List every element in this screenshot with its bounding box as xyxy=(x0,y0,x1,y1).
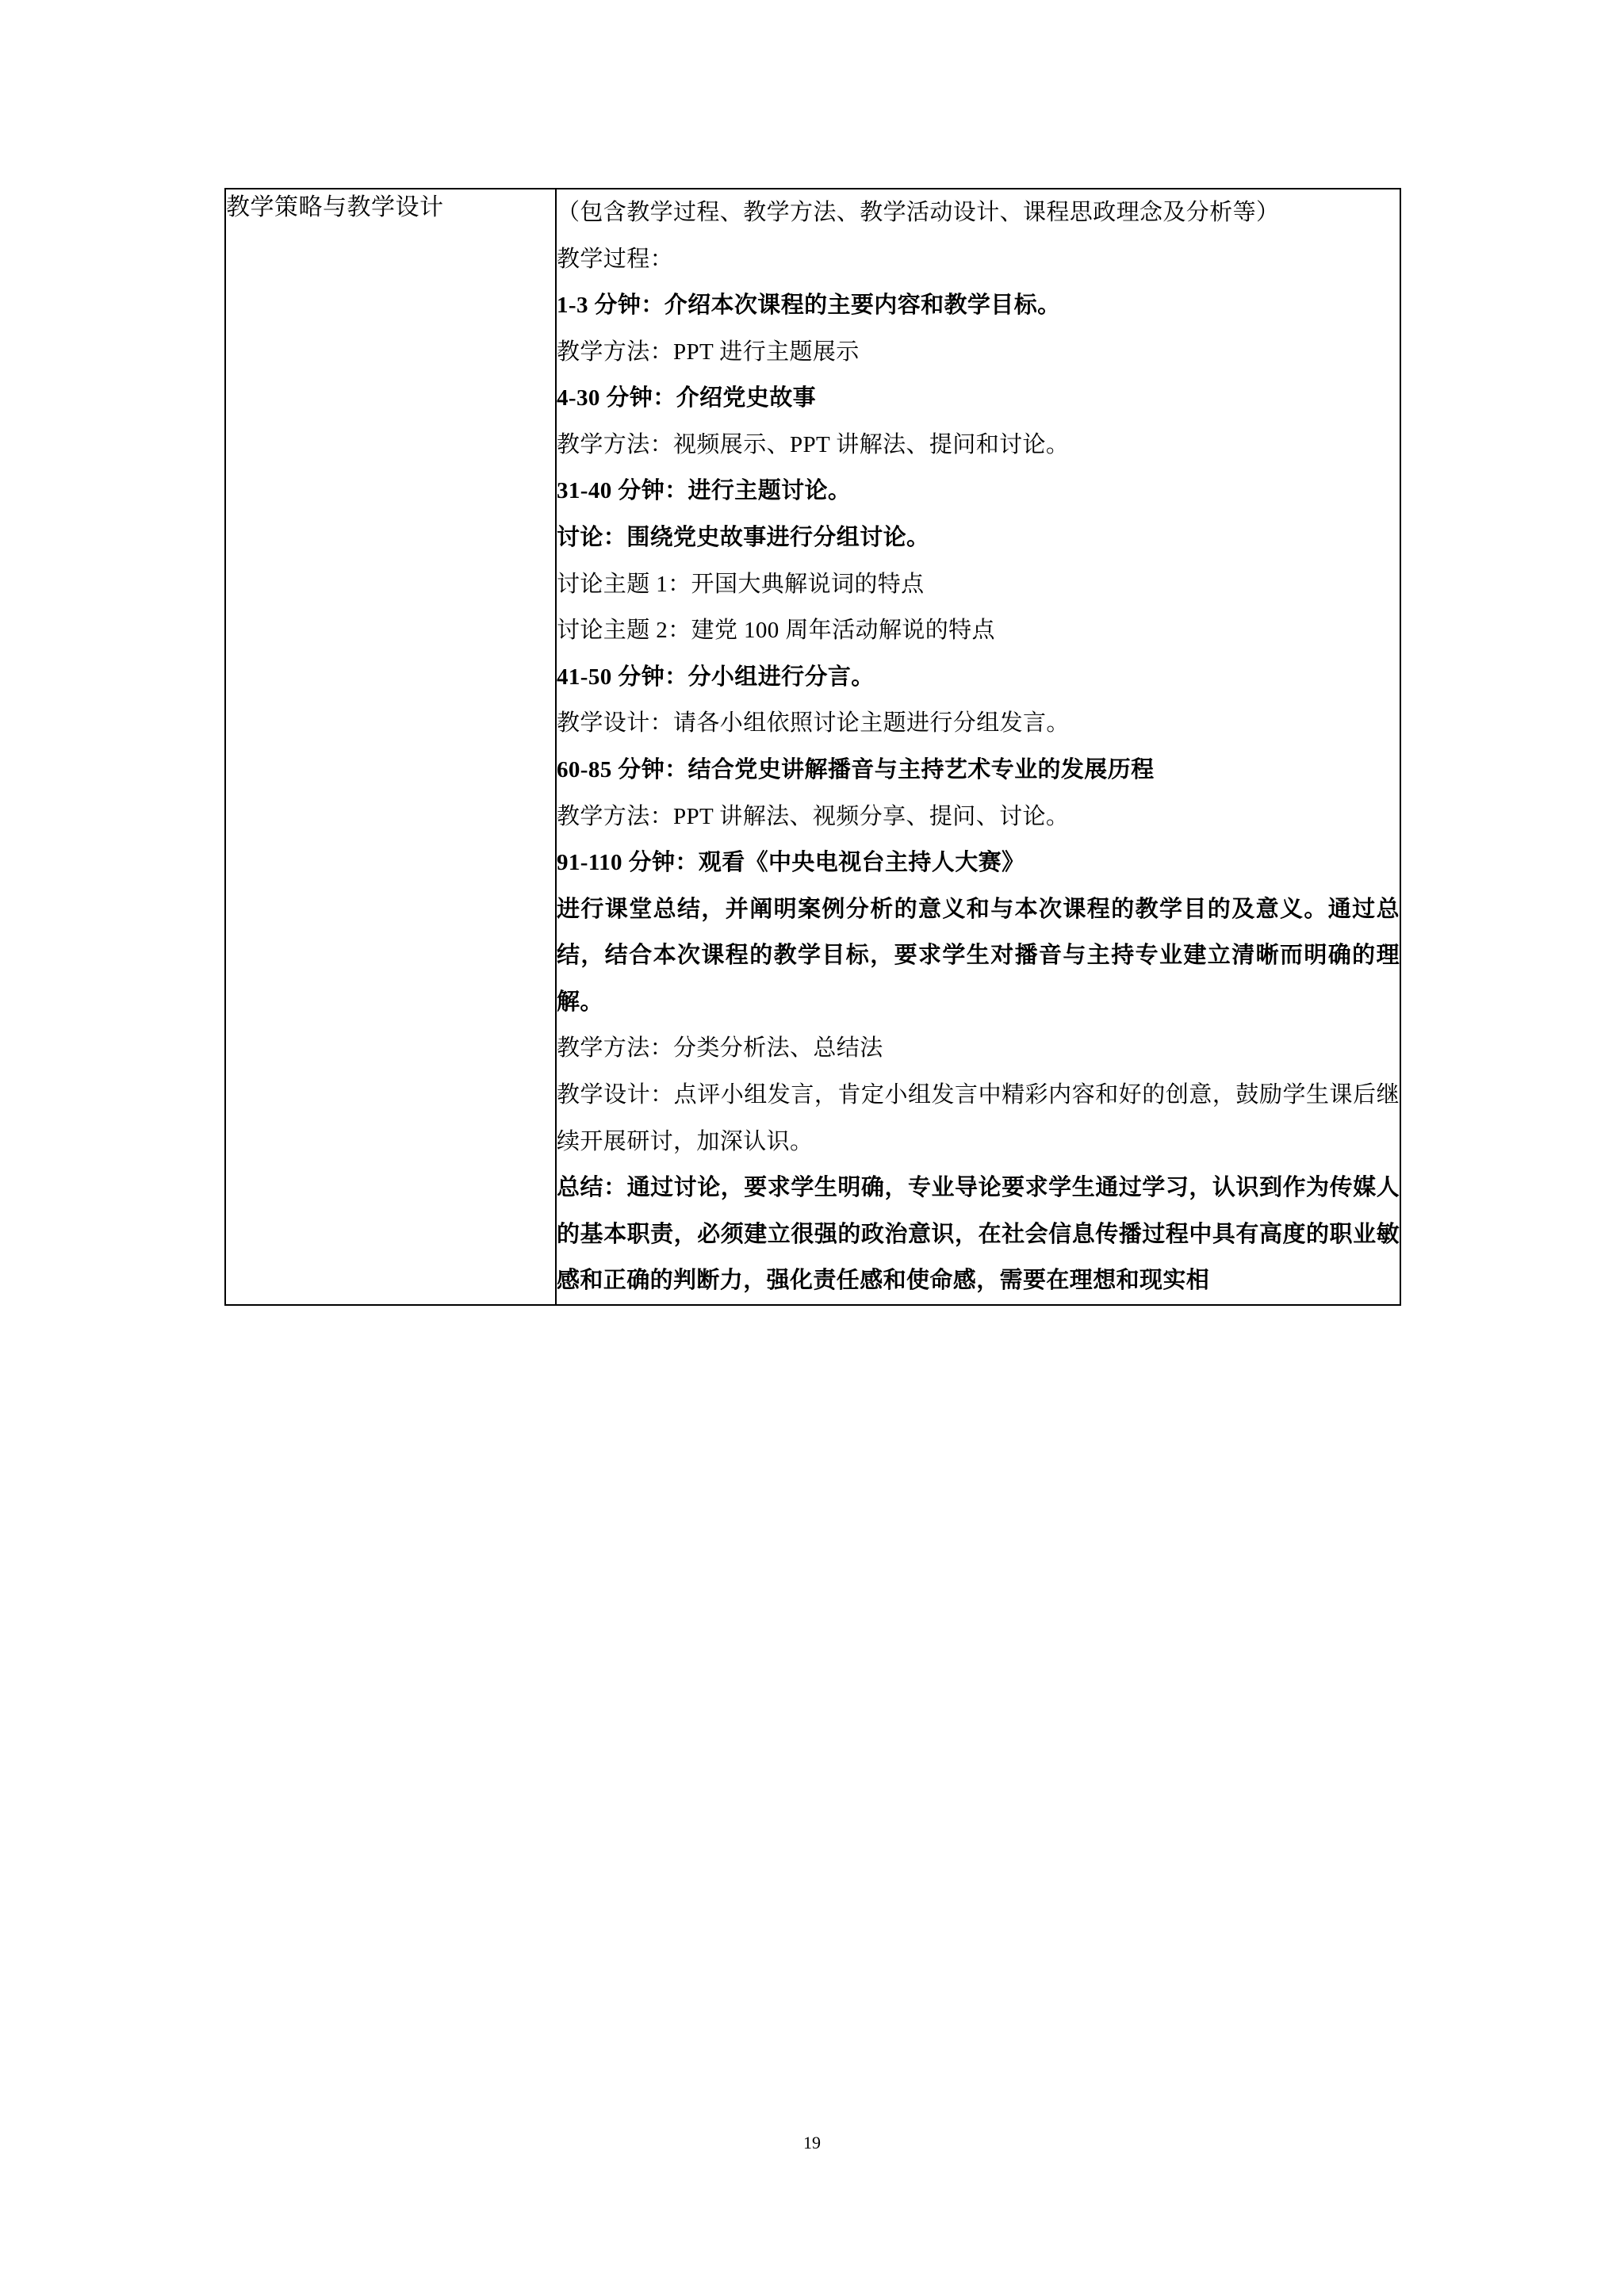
content-paragraph-14: 91-110 分钟：观看《中央电视台主持人大赛》 xyxy=(557,850,1025,876)
teaching-strategy-table xyxy=(224,188,1401,1306)
content-paragraph-0: （包含教学过程、教学方法、教学活动设计、课程思政理念及分析等） xyxy=(557,200,1280,225)
row-label-text: 教学策略与教学设计 xyxy=(226,194,444,220)
content-paragraph-16: 教学方法：分类分析法、总结法 xyxy=(557,1035,883,1062)
content-paragraph-12: 60-85 分钟：结合党史讲解播音与主持艺术专业的发展历程 xyxy=(557,756,1155,783)
content-paragraph-9: 讨论主题 2：建党 100 周年活动解说的特点 xyxy=(557,618,995,644)
content-paragraph-15: 进行课堂总结，并阐明案例分析的意义和与本次课程的教学目的及意义。通过总结，结合本次课程的教学目标，要求学生对播音与主持专业建立清晰而明确的理解。 xyxy=(557,896,1400,1015)
table-row xyxy=(225,189,1400,1305)
content-paragraph-13: 教学方法：PPT 讲解法、视频分享、提问、讨论。 xyxy=(557,803,1070,829)
table-cell-content xyxy=(556,189,1400,1305)
content-paragraph-10: 41-50 分钟：分小组进行分言。 xyxy=(557,664,875,690)
content-paragraph-1: 教学过程： xyxy=(557,246,674,272)
page-number: 19 xyxy=(803,2133,821,2152)
content-paragraph-8: 讨论主题 1：开国大典解说词的特点 xyxy=(557,571,925,597)
content-paragraph-4: 4-30 分钟：介绍党史故事 xyxy=(557,385,817,411)
content-paragraph-3: 教学方法：PPT 进行主题展示 xyxy=(557,339,860,365)
content-paragraph-11: 教学设计：请各小组依照讨论主题进行分组发言。 xyxy=(557,710,1070,737)
content-paragraph-6: 31-40 分钟：进行主题讨论。 xyxy=(557,478,852,504)
content-paragraph-18: 总结：通过讨论，要求学生明确，专业导论要求学生通过学习，认识到作为传媒人的基本职责，必须建立很强的政治意识，在社会信息传播过程中具有高度的职业敏感和正确的判断力，强化责任感和使命感，需要在理想和现实相 xyxy=(557,1175,1400,1294)
table-cell-label xyxy=(225,189,556,1305)
content-paragraph-7: 讨论：围绕党史故事进行分组讨论。 xyxy=(557,525,930,551)
content-paragraph-5: 教学方法：视频展示、PPT 讲解法、提问和讨论。 xyxy=(557,431,1070,457)
content-paragraph-17: 教学设计：点评小组发言，肯定小组发言中精彩内容和好的创意，鼓励学生课后继续开展研讨，加深认识。 xyxy=(557,1081,1400,1154)
content-paragraph-2: 1-3 分钟：介绍本次课程的主要内容和教学目标。 xyxy=(557,293,1061,319)
